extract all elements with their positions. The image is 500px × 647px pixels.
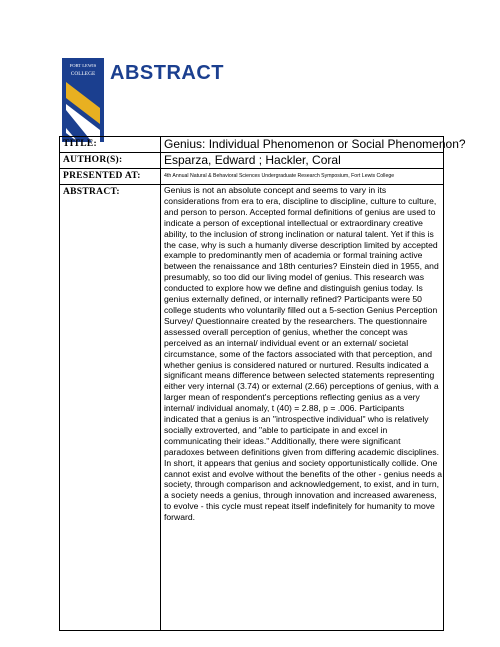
abstract-line: either very internal (3.74) or external (2.66) perceptions of genius, with a xyxy=(164,381,439,392)
abstract-line: communicating their ideas." Additionally, there were significant xyxy=(164,435,401,446)
authors-row xyxy=(60,153,444,169)
abstract-line: between the renaissance and 18th centuries? Einstein died in 1955, and xyxy=(164,261,439,272)
presented-at-label: PRESENTED AT: xyxy=(60,169,161,185)
abstract-line: In short, it appears that genius and society opportunistically collide. One xyxy=(164,457,438,468)
logo-text-line1: FORT LEWIS xyxy=(69,63,97,68)
authors-label: AUTHOR(S): xyxy=(60,153,161,169)
presented-at-value: 4th Annual Natural & Behavioral Sciences Undergraduate Research Symposium, Fort Lewis College xyxy=(161,169,444,185)
abstract-line: assessed overall perception of genius, whether the concept was xyxy=(164,326,408,337)
title-value: Genius: Individual Phenomenon or Social Phenomenon? xyxy=(161,137,444,153)
abstract-row xyxy=(60,185,444,631)
abstract-line: perceived as an internal/ individual event or an external/ societal xyxy=(164,337,409,348)
abstract-line: Survey/ Questionnaire created by the researchers. The questionnaire xyxy=(164,315,428,326)
page-title: ABSTRACT xyxy=(110,62,224,84)
abstract-line: to evolve - this cycle must repeat itself indefinitely for humanity to move xyxy=(164,501,435,512)
abstract-line: indicated that a genius is an "introspective individual" who is relatively xyxy=(164,414,429,425)
abstract-line: paradoxes between definitions given from differing academic disciplines. xyxy=(164,446,439,457)
abstract-body xyxy=(161,185,444,631)
abstract-line: internal/ individual anomaly, t (40) = 2.88, p = .006. Participants xyxy=(164,403,405,414)
abstract-line: college students who voluntarily filled out a 5-section Genius Perception xyxy=(164,304,438,315)
abstract-line: genius externally defined, or internally refined? Participants were 50 xyxy=(164,294,422,305)
abstract-line: whether genius is considered natured or nurtured. Results indicated a xyxy=(164,359,429,370)
abstract-label: ABSTRACT: xyxy=(60,185,161,631)
abstract-line: indicate a person of exceptional intellectual or extraordinary creative xyxy=(164,217,423,228)
abstract-line: cannot exist and evolve without the benefits of the other - genius needs a xyxy=(164,468,443,479)
abstract-info-table xyxy=(59,136,466,631)
logo-text-line2: COLLEGE xyxy=(70,71,96,77)
abstract-line: society, through comparison and acknowledgement, to exist, and in turn, xyxy=(164,479,439,490)
abstract-line: significant means difference between selected statements representing xyxy=(164,370,435,381)
abstract-line: and person to person. Accepted formal definitions of genius are used to xyxy=(164,206,436,217)
abstract-line: Genius is not an absolute concept and seems to vary in its xyxy=(164,185,387,195)
abstract-line: presumably, so too did our living model of genius. This research was xyxy=(164,272,425,283)
abstract-line: forward. xyxy=(164,512,196,523)
presented-at-row xyxy=(60,169,444,185)
authors-value: Esparza, Edward ; Hackler, Coral xyxy=(161,153,444,169)
abstract-line: conducted to explore how we define and distinguish genius today. Is xyxy=(164,283,423,294)
abstract-line: considerations from era to era, discipline to discipline, culture to culture, xyxy=(164,195,437,206)
title-label: TITLE: xyxy=(60,137,161,153)
abstract-line: socially extroverted, and "able to participate in and excel in xyxy=(164,424,388,435)
abstract-line: a society needs a genius, through innovation and increased awareness, xyxy=(164,490,437,501)
abstract-line: larger mean of respondent's perceptions reflecting genius as a very xyxy=(164,392,420,403)
abstract-line: the case, why is such a humanly diverse description limited by accepted xyxy=(164,239,438,250)
abstract-line: example to predominantly men of academia or formal training active xyxy=(164,250,423,261)
fort-lewis-college-logo xyxy=(62,58,104,142)
abstract-line: circumstance, some of the factors associated with that perception, and xyxy=(164,348,432,359)
abstract-line: ability, to the inclusion of strong inclination or natural talent. Yet if this is xyxy=(164,228,434,239)
title-row xyxy=(60,137,444,153)
